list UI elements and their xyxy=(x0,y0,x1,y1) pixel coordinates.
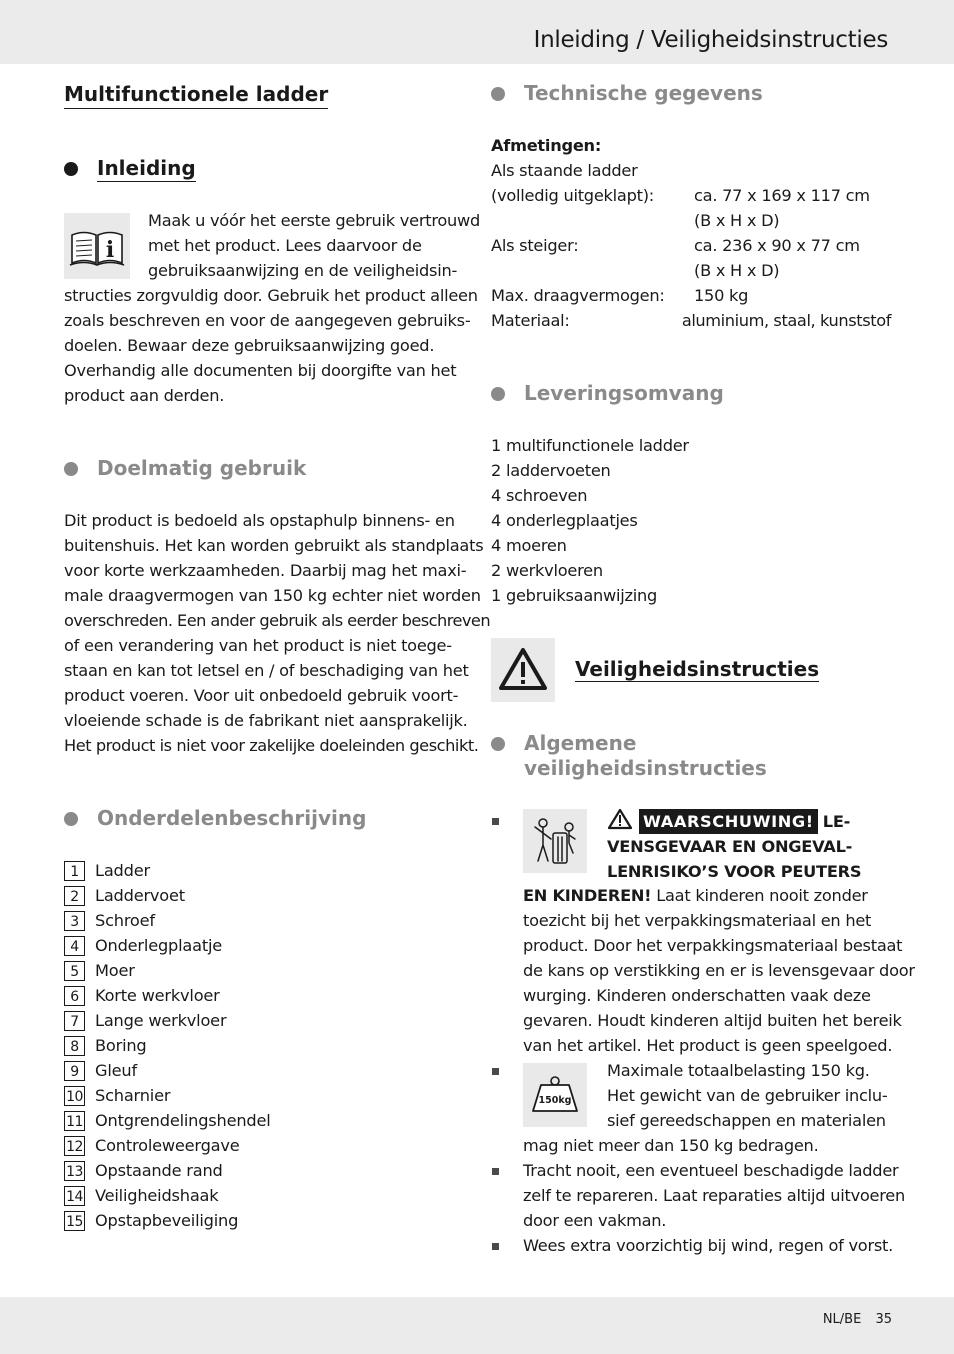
dimensions-label: Afmetingen: xyxy=(491,136,602,155)
header-bar xyxy=(0,0,954,64)
spec-value: 150 kg xyxy=(694,286,749,305)
part-number: 4 xyxy=(64,936,85,956)
part-number: 13 xyxy=(64,1161,85,1181)
svg-text:i: i xyxy=(105,237,115,263)
technical-heading xyxy=(491,81,763,106)
list-item xyxy=(64,1058,468,1083)
spec-key xyxy=(491,258,694,283)
list-item: 4 moeren xyxy=(491,536,567,555)
part-number: 10 xyxy=(64,1086,85,1106)
list-item: 2 laddervoeten xyxy=(491,461,611,480)
intended-use-heading xyxy=(64,456,306,481)
list-item xyxy=(64,1158,468,1183)
part-label: Moer xyxy=(95,961,135,980)
spec-key: (volledig uitgeklapt): xyxy=(491,186,654,205)
part-number: 6 xyxy=(64,986,85,1006)
part-number: 14 xyxy=(64,1186,85,1206)
part-number: 2 xyxy=(64,886,85,906)
text-line: voor korte werkzaamheden. Daarbij mag het maxi- xyxy=(64,561,467,580)
square-bullet-icon xyxy=(492,1068,499,1075)
text-line: Tracht nooit, een eventueel beschadigde ladder xyxy=(523,1161,899,1180)
text-line: Overhandig alle documenten bij doorgifte van het xyxy=(64,361,457,380)
spec-key xyxy=(491,208,694,233)
bullet-dot-icon xyxy=(64,462,78,476)
warning-line: toezicht bij het verpakkingsmateriaal en het xyxy=(523,911,872,930)
parts-list xyxy=(64,858,468,1233)
load-lines-bottom xyxy=(523,1133,893,1158)
list-item xyxy=(64,1033,468,1058)
warning-small-icon xyxy=(607,808,633,830)
warning-line: van het artikel. Het product is geen speelgoed. xyxy=(523,1036,893,1055)
list-item xyxy=(64,983,468,1008)
part-number: 12 xyxy=(64,1136,85,1156)
part-number: 3 xyxy=(64,911,85,931)
bullet-dot-icon xyxy=(64,162,78,176)
list-item xyxy=(64,1183,468,1208)
part-number: 1 xyxy=(64,861,85,881)
text-line: doelen. Bewaar deze gebruiksaanwijzing goed. xyxy=(64,336,435,355)
text-line: gebruiksaanwijzing en de veiligheidsin- xyxy=(148,261,458,280)
text-line: zelf te repareren. Laat reparaties altijd uitvoeren xyxy=(523,1186,906,1205)
part-label: Boring xyxy=(95,1036,147,1055)
warning-line: wurging. Kinderen onderschatten vaak deze xyxy=(523,986,871,1005)
spec-row xyxy=(491,158,891,183)
part-label: Schroef xyxy=(95,911,155,930)
text-line: Maximale totaalbelasting 150 kg. xyxy=(607,1061,870,1080)
text-line: overschreden. Een ander gebruik als eerder beschreven xyxy=(64,611,491,630)
square-bullet-icon xyxy=(492,1243,499,1250)
list-item xyxy=(64,1083,468,1108)
delivery-heading-text: Leveringsomvang xyxy=(524,381,724,405)
product-title: Multifunctionele ladder xyxy=(64,80,328,109)
intro-text-bottom xyxy=(64,283,478,408)
part-label: Onderlegplaatje xyxy=(95,936,223,955)
intended-use-heading-text: Doelmatig gebruik xyxy=(97,456,307,480)
list-item xyxy=(64,958,468,983)
warning-line: de kans op verstikking en er is levensgevaar door xyxy=(523,961,915,980)
load-lines-top xyxy=(607,1058,897,1133)
general-safety-heading-text xyxy=(524,731,767,781)
part-label: Korte werkvloer xyxy=(95,986,220,1005)
list-item xyxy=(64,1108,468,1133)
text-line: male draagvermogen van 150 kg echter niet worden xyxy=(64,586,481,605)
list-item: 4 schroeven xyxy=(491,486,588,505)
part-label: Lange werkvloer xyxy=(95,1011,227,1030)
warning-text: Laat kinderen nooit zonder xyxy=(656,886,868,905)
bullet-dot-icon xyxy=(491,87,505,101)
safety-heading-text: Veiligheidsinstructies xyxy=(575,657,820,681)
spec-value: ca. 236 x 90 x 77 cm xyxy=(694,236,860,255)
list-item xyxy=(64,883,468,908)
bullet-dot-icon xyxy=(64,812,78,826)
list-item xyxy=(64,858,468,883)
safety-heading xyxy=(575,656,819,682)
warning-line xyxy=(523,883,893,908)
technical-heading-text: Technische gegevens xyxy=(524,81,763,105)
list-item: 4 onderlegplaatjes xyxy=(491,511,638,530)
warning-line: product. Door het verpakkingsmateriaal bestaat xyxy=(523,936,903,955)
warning-body xyxy=(523,883,915,1058)
text-line: sief gereedschappen en materialen xyxy=(607,1111,886,1130)
list-item: 1 multifunctionele ladder xyxy=(491,436,689,455)
spec-row xyxy=(491,258,891,283)
text-line: Maak u vóór het eerste gebruik vertrouwd xyxy=(148,211,481,230)
part-number: 8 xyxy=(64,1036,85,1056)
list-item xyxy=(64,1133,468,1158)
text-line: staan en kan tot letsel en / of beschadiging van het xyxy=(64,661,469,680)
spec-value: aluminium, staal, kunststof xyxy=(681,311,891,330)
footer-lang: NL/BE xyxy=(822,1312,862,1327)
text-line: structies zorgvuldig door. Gebruik het product alleen xyxy=(64,286,478,305)
part-number: 5 xyxy=(64,961,85,981)
bullet-dot-icon xyxy=(491,737,505,751)
delivery-heading xyxy=(491,381,724,406)
warning-first-line xyxy=(607,808,897,834)
info-manual-icon xyxy=(64,213,130,279)
intro-text-top xyxy=(148,208,481,283)
part-number: 15 xyxy=(64,1211,85,1231)
part-number: 7 xyxy=(64,1011,85,1031)
spec-row xyxy=(491,283,891,308)
heading-line: Algemene xyxy=(524,731,637,755)
warning-badge: WAARSCHUWING! xyxy=(639,809,818,834)
text-line: of een verandering van het product is niet toege- xyxy=(64,636,452,655)
part-label: Scharnier xyxy=(95,1086,171,1105)
intro-heading-text: Inleiding xyxy=(97,156,196,180)
text-line: vloeiende schade is de fabrikant niet aansprakelijk. xyxy=(64,711,468,730)
text-line: Wees extra voorzichtig bij wind, regen of vorst. xyxy=(523,1236,894,1255)
list-item xyxy=(64,933,468,958)
child-suffocation-icon xyxy=(523,809,587,873)
square-bullet-icon xyxy=(492,818,499,825)
part-label: Opstaande rand xyxy=(95,1161,223,1180)
intro-heading xyxy=(64,156,196,182)
part-label: Controleweergave xyxy=(95,1136,240,1155)
part-label: Ontgrendelingshendel xyxy=(95,1111,271,1130)
repair-text xyxy=(523,1158,906,1233)
list-item xyxy=(64,1008,468,1033)
delivery-list xyxy=(491,433,891,608)
general-safety-heading xyxy=(491,731,767,781)
square-bullet-icon xyxy=(492,1168,499,1175)
warning-line: gevaren. Houdt kinderen altijd buiten het bereik xyxy=(523,1011,902,1030)
text-line: Het product is niet voor zakelijke doeleinden geschikt. xyxy=(64,736,479,755)
page-number: 35 xyxy=(875,1312,892,1327)
warning-head-lines xyxy=(607,808,897,884)
heading-line: veiligheidsinstructies xyxy=(524,756,767,780)
part-label: Ladder xyxy=(95,861,150,880)
list-item xyxy=(64,908,468,933)
text-line: Het gewicht van de gebruiker inclu- xyxy=(607,1086,888,1105)
part-label: Opstapbeveiliging xyxy=(95,1211,239,1230)
weight-150kg-icon xyxy=(523,1063,587,1127)
parts-heading xyxy=(64,806,366,831)
text-line: Dit product is bedoeld als opstaphulp binnens- en xyxy=(64,511,455,530)
text-line: product aan derden. xyxy=(64,386,225,405)
spec-value: (B x H x D) xyxy=(694,261,780,280)
intended-use-text xyxy=(64,508,491,758)
wind-text xyxy=(523,1233,903,1258)
footer-bar xyxy=(0,1297,954,1354)
weight-icon-label: 150kg xyxy=(538,1095,572,1106)
list-item: 1 gebruiksaanwijzing xyxy=(491,586,658,605)
text-line: mag niet meer dan 150 kg bedragen. xyxy=(523,1136,819,1155)
spec-row xyxy=(491,208,891,233)
warning-bold-text: VENSGEVAAR EN ONGEVAL- xyxy=(607,837,853,856)
warning-bold-text: EN KINDEREN! xyxy=(523,886,652,905)
list-item: 2 werkvloeren xyxy=(491,561,603,580)
spec-value: (B x H x D) xyxy=(694,211,780,230)
text-line: zoals beschreven en voor de aangegeven gebruiks- xyxy=(64,311,471,330)
spec-key: Als steiger: xyxy=(491,236,579,255)
spec-key: Materiaal: xyxy=(491,311,570,330)
part-number: 11 xyxy=(64,1111,85,1131)
warning-bold-text: LENRISIKO’S VOOR PEUTERS xyxy=(607,862,862,881)
list-item xyxy=(64,1208,468,1233)
spec-key: Als staande ladder xyxy=(491,161,638,180)
text-line: met het product. Lees daarvoor de xyxy=(148,236,422,255)
text-line: door een vakman. xyxy=(523,1211,667,1230)
technical-specs xyxy=(491,133,891,333)
page-header-title: Inleiding / Veiligheidsinstructies xyxy=(533,27,888,53)
text-line: buitenshuis. Het kan worden gebruikt als standplaats xyxy=(64,536,484,555)
spec-row xyxy=(491,233,891,258)
spec-row xyxy=(491,308,891,333)
part-label: Gleuf xyxy=(95,1061,137,1080)
part-label: Laddervoet xyxy=(95,886,185,905)
bullet-dot-icon xyxy=(491,387,505,401)
warning-bold-text: LE- xyxy=(822,812,851,831)
part-number: 9 xyxy=(64,1061,85,1081)
spec-key: Max. draagvermogen: xyxy=(491,286,665,305)
spec-value: ca. 77 x 169 x 117 cm xyxy=(694,186,870,205)
spec-row xyxy=(491,183,891,208)
page-footer xyxy=(823,1311,892,1329)
warning-triangle-icon xyxy=(491,638,555,702)
text-line: product voeren. Voor uit onbedoeld gebruik voort- xyxy=(64,686,459,705)
parts-heading-text: Onderdelenbeschrijving xyxy=(97,806,367,830)
part-label: Veiligheidshaak xyxy=(95,1186,219,1205)
